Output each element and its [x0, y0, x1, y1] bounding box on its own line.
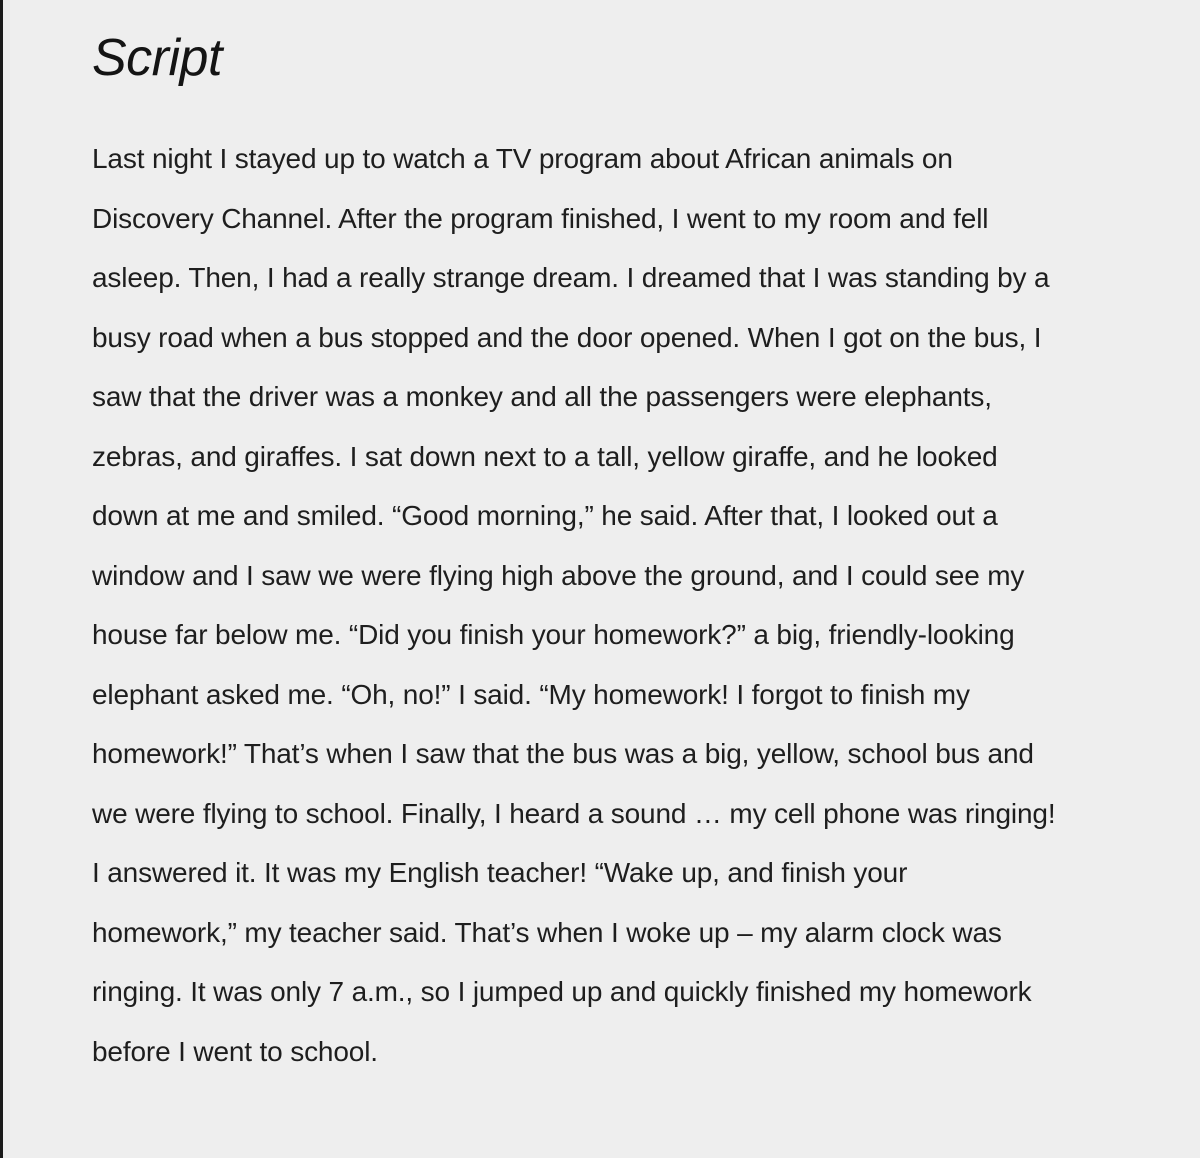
script-line: busy road when a bus stopped and the door opened. When I got on the bus, I — [92, 321, 1042, 353]
script-line: asleep. Then, I had a really strange dream. I dreamed that I was standing by a — [92, 262, 1050, 293]
script-line: we were flying to school. Finally, I heard a sound … my cell phone was ringing! — [92, 797, 1056, 829]
script-line: zebras, and giraffes. I sat down next to a tall, yellow giraffe, and he looked — [92, 440, 998, 472]
script-line: down at me and smiled. “Good morning,” he said. After that, I looked out a — [92, 500, 998, 531]
script-line: before I went to school. — [92, 1035, 378, 1067]
script-line: house far below me. “Did you finish your homework?” a big, friendly-looking — [92, 619, 1015, 650]
script-body — [92, 129, 1172, 1081]
script-line: Last night I stayed up to watch a TV program about African animals on — [92, 143, 953, 174]
script-line: saw that the driver was a monkey and all the passengers were elephants, — [92, 381, 992, 412]
script-line: elephant asked me. “Oh, no!” I said. “My homework! I forgot to finish my — [92, 678, 970, 710]
script-line: I answered it. It was my English teacher! “Wake up, and finish your — [92, 857, 908, 888]
script-line: ringing. It was only 7 a.m., so I jumped up and quickly finished my homework — [92, 976, 1032, 1007]
script-line: window and I saw we were flying high above the ground, and I could see my — [92, 559, 1025, 591]
script-line: homework!” That’s when I saw that the bus was a big, yellow, school bus and — [92, 738, 1034, 769]
document-title: Script — [92, 29, 222, 87]
script-line: homework,” my teacher said. That’s when I woke up – my alarm clock was — [92, 916, 1002, 948]
script-line: Discovery Channel. After the program finished, I went to my room and fell — [92, 202, 989, 234]
